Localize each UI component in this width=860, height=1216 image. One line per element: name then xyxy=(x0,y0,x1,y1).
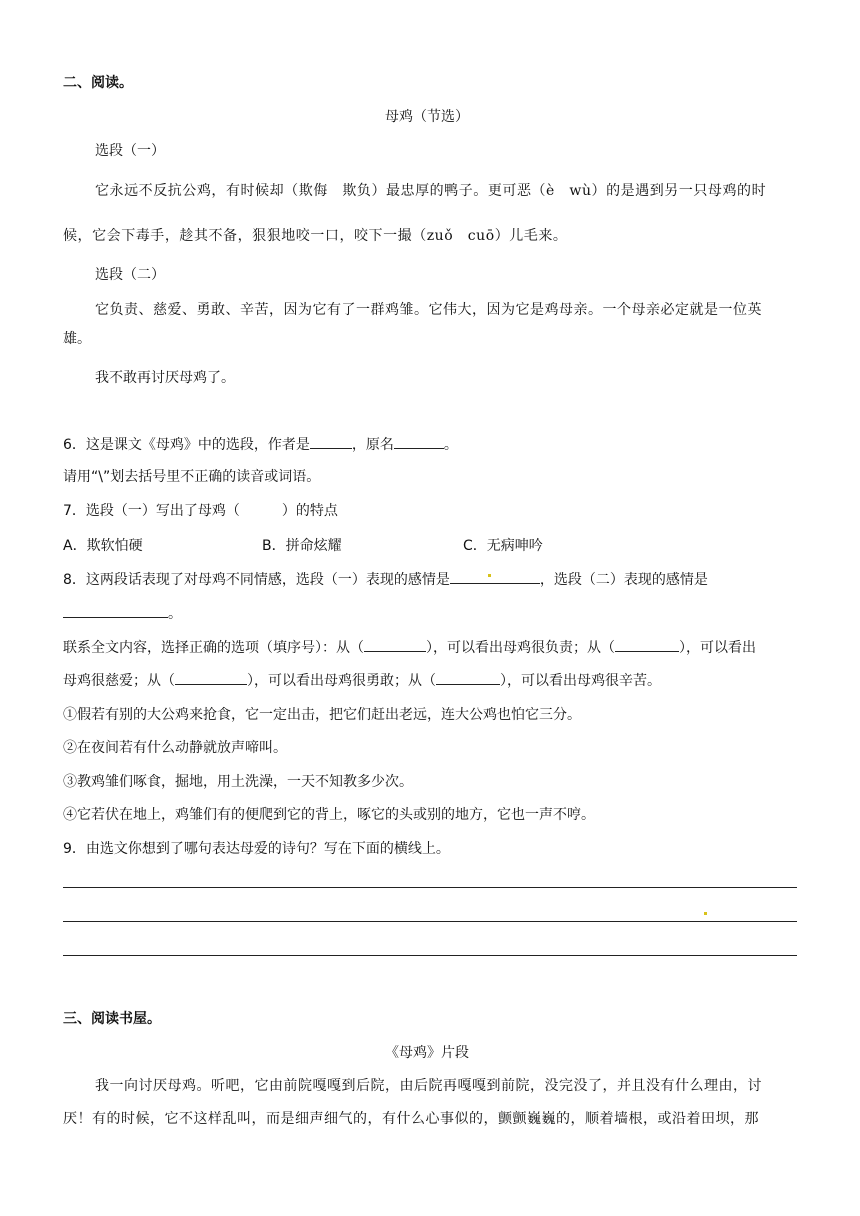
list-item-3: ③教鸡雏们啄食，掘地，用土洗澡，一天不知教多少次。 xyxy=(63,774,413,790)
answer-line-3[interactable] xyxy=(63,955,797,956)
option-c[interactable]: C．无病呻吟 xyxy=(463,538,543,554)
responsible-blank[interactable] xyxy=(364,651,426,652)
question-8-line2: 。 xyxy=(63,603,182,623)
option-a[interactable]: A．欺软怕硬 xyxy=(63,538,143,554)
question-7: 7．选段（一）写出了母鸡（ ）的特点 xyxy=(63,503,338,519)
section3-heading: 三、阅读书屋。 xyxy=(63,1011,161,1027)
passage-title: 母鸡（节选） xyxy=(385,109,469,125)
segment1-line1: 它永远不反抗公鸡，有时候却（欺侮 欺负）最忠厚的鸭子。更可恶（è wù）的是遇到另一只母鸡的时 xyxy=(95,183,767,199)
answer-line-1[interactable] xyxy=(63,887,797,888)
kind-blank[interactable] xyxy=(615,651,679,652)
hardworking-blank[interactable] xyxy=(436,684,500,685)
question-8: 8．这两段话表现了对母鸡不同情感，选段（一）表现的感情是 ，选段（二）表现的感情是 xyxy=(63,572,708,588)
list-item-2: ②在夜间若有什么动静就放声啼叫。 xyxy=(63,740,287,756)
list-item-1: ①假若有别的大公鸡来抢食，它一定出击，把它们赶出老远，连大公鸡也怕它三分。 xyxy=(63,707,581,723)
question-6-note: 请用“\”划去括号里不正确的读音或词语。 xyxy=(63,469,321,485)
brave-blank[interactable] xyxy=(175,684,247,685)
section2-heading: 二、阅读。 xyxy=(63,75,133,91)
stray-dot xyxy=(704,912,707,915)
question-6: 6．这是课文《母鸡》中的选段，作者是 ，原名 。 xyxy=(63,437,458,453)
section3-title: 《母鸡》片段 xyxy=(385,1045,469,1061)
segment2-line3: 我不敢再讨厌母鸡了。 xyxy=(95,370,235,386)
segment1-line2: 候，它会下毒手，趁其不备，狠狠地咬一口，咬下一撮（zuǒ cuō）儿毛来。 xyxy=(63,228,568,244)
segment1-label: 选段（一） xyxy=(95,143,165,159)
section3-line1: 我一向讨厌母鸡。听吧，它由前院嘎嘎到后院，由后院再嘎嘎到前院，没完没了，并且没有什么理由，讨 xyxy=(95,1078,762,1094)
segment2-label: 选段（二） xyxy=(95,267,165,283)
option-b[interactable]: B．拼命炫耀 xyxy=(262,538,342,554)
feeling-blank-1[interactable] xyxy=(450,583,540,584)
answer-line-2[interactable] xyxy=(63,921,797,922)
feeling-blank-2[interactable] xyxy=(63,617,168,618)
stray-dot xyxy=(488,574,491,577)
link-line2: 母鸡很慈爱；从（ ），可以看出母鸡很勇敢；从（ ），可以看出母鸡很辛苦。 xyxy=(63,673,661,689)
question-9: 9．由选文你想到了哪句表达母爱的诗句？写在下面的横线上。 xyxy=(63,841,450,857)
segment2-line1: 它负责、慈爱、勇敢、辛苦，因为它有了一群鸡雏。它伟大，因为它是鸡母亲。一个母亲必定就是一位英 xyxy=(95,302,762,318)
original-name-blank[interactable] xyxy=(394,448,444,449)
author-blank[interactable] xyxy=(310,448,352,449)
list-item-4: ④它若伏在地上，鸡雏们有的便爬到它的背上，啄它的头或别的地方，它也一声不哼。 xyxy=(63,807,595,823)
section3-line2: 厌！有的时候，它不这样乱叫，而是细声细气的，有什么心事似的，颤颤巍巍的，顺着墙根，或沿着田坝，那 xyxy=(63,1111,759,1127)
segment2-line2: 雄。 xyxy=(63,331,91,347)
link-line1: 联系全文内容，选择正确的选项（填序号）：从（ ），可以看出母鸡很负责；从（ ），可以看出 xyxy=(63,640,756,656)
